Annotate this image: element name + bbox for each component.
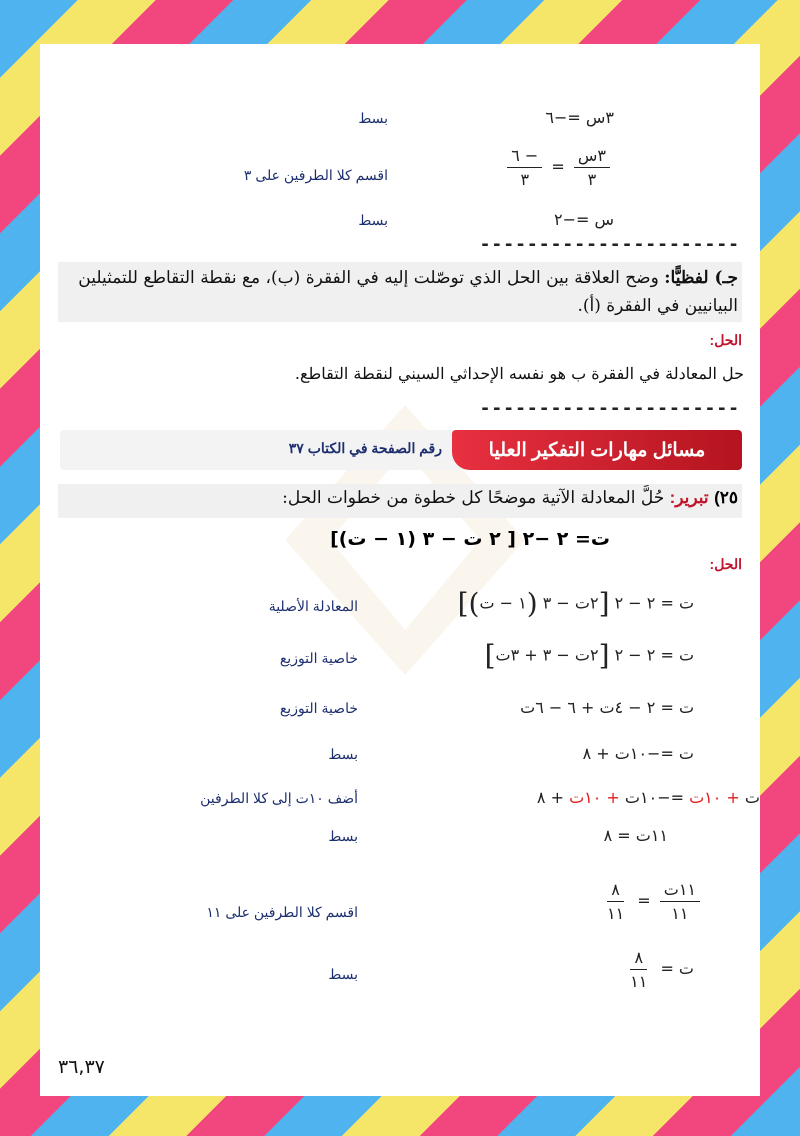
page-number: ٣٦,٣٧ (58, 1056, 105, 1078)
banner-title: مسائل مهارات التفكير العليا (452, 430, 742, 470)
step-fraction-equation: $\frac{\text{٣س}}{٣}$ = $\frac{- ٦}{٣}$ (503, 146, 614, 189)
step-note: اقسم كلا الطرفين على ١١ (206, 904, 358, 920)
question-text-cont: البيانيين في الفقرة (أ). (577, 296, 738, 316)
step-fraction-equation: ت = $\frac{٨}{١١}$ (622, 948, 694, 991)
question-label: جـ) لفظيًّا: (664, 268, 738, 288)
step-note: أضف ١٠ت إلى كلا الطرفين (200, 790, 358, 806)
step-equation: س =−٢ (553, 210, 614, 229)
question-text: وضح العلاقة بين الحل الذي توصّلت إليه في الفقرة (ب)، مع نقطة التقاطع للتمثيلين (78, 268, 659, 288)
divider: ---------------------- (479, 234, 740, 255)
step-equation: ١١ت = ٨ (603, 826, 668, 845)
fraction: $\frac{٨}{١١}$ (606, 880, 625, 923)
question-25 (282, 488, 738, 508)
step-fraction-equation: $\frac{\text{١١ت}}{١١}$ = $\frac{٨}{١١}$ (599, 880, 704, 923)
question-line (78, 268, 738, 288)
fraction: $\frac{- ٦}{٣}$ (507, 146, 542, 189)
step-note: المعادلة الأصلية (268, 598, 358, 614)
answer-text: حل المعادلة في الفقرة ب هو نفسه الإحداثي السيني لنقطة التقاطع. (294, 364, 744, 383)
question-tag: تبرير: (669, 488, 709, 507)
fraction: $\frac{٨}{١١}$ (630, 948, 648, 991)
divider: ---------------------- (479, 398, 740, 419)
step-note: بسط (328, 966, 358, 982)
question-number: ٢٥) (714, 488, 738, 507)
step-equation: ٣س =−٦ (545, 108, 614, 127)
step-note: بسط (358, 212, 388, 228)
step-note: بسط (328, 828, 358, 844)
section-banner (60, 430, 742, 470)
fraction: $\frac{\text{١١ت}}{١١}$ (660, 880, 700, 923)
solution-label: الحل: (709, 556, 742, 572)
step-equation: ت = ٢ − ٢ [٢ت − ٣ (١ − ت)] (457, 587, 694, 620)
step-note: خاصية التوزيع (279, 650, 358, 666)
step-equation: ت =−١٠ت + ٨ (582, 744, 694, 763)
solution-label: الحل: (709, 332, 742, 348)
step-note: خاصية التوزيع (279, 700, 358, 716)
question-equation: ت= ٢ −٢ [ ٢ ت − ٣ (١ − ت)] (330, 528, 610, 550)
step-equation: ت + ١٠ت =−١٠ت + ١٠ت + ٨ (536, 788, 760, 807)
question-text: حُلَّ المعادلة الآتية موضحًا كل خطوة من خطوات الحل: (282, 488, 665, 508)
step-note: بسط (328, 746, 358, 762)
step-equation: ت = ٢ − ٤ت + ٦ − ٦ت (520, 698, 694, 717)
banner-subtitle: رقم الصفحة في الكتاب ٣٧ (288, 440, 442, 456)
step-note: اقسم كلا الطرفين على ٣ (243, 167, 388, 183)
fraction: $\frac{\text{٣س}}{٣}$ (574, 146, 610, 189)
step-equation: ت = ٢ − ٢ [٢ت − ٣ + ٣ت] (484, 639, 694, 672)
step-note: بسط (358, 110, 388, 126)
